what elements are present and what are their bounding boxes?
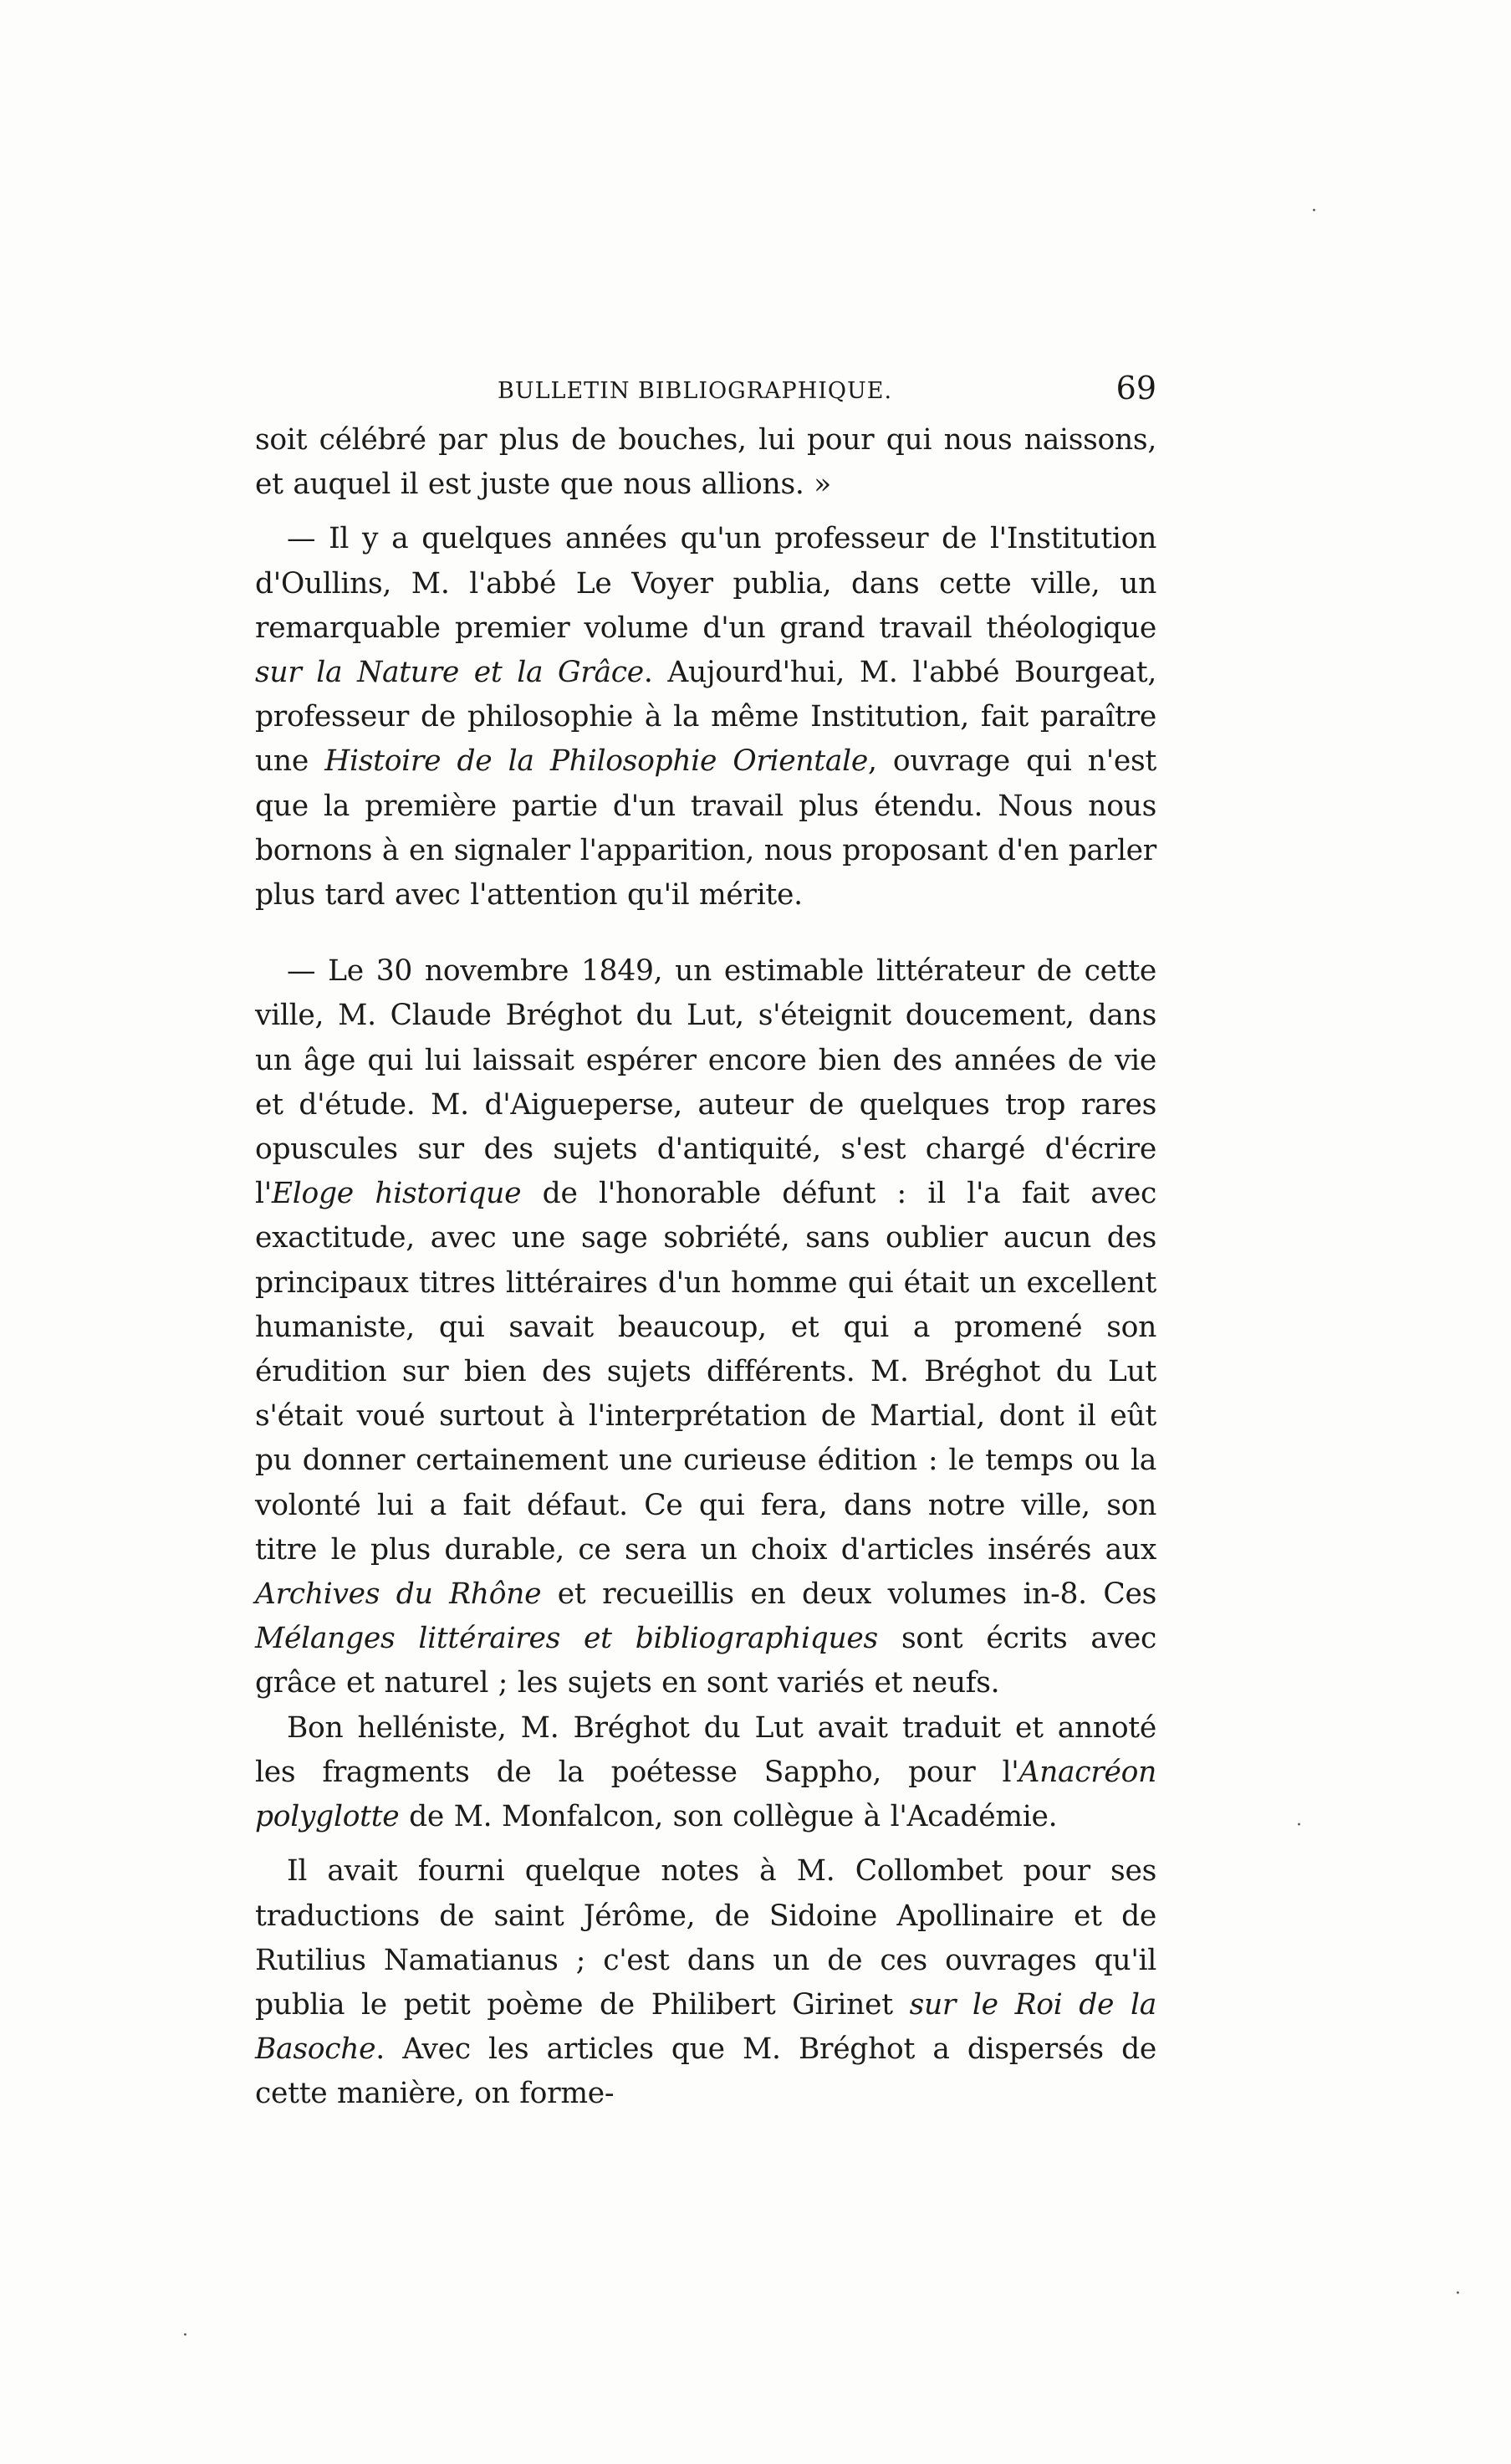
- scan-speck: ·: [182, 2325, 188, 2346]
- scan-speck: ·: [1311, 201, 1317, 222]
- paragraph-helleniste: [255, 1706, 1156, 1840]
- text-run: soit célébré par plus de bouches, lui pour qui nous naissons, et auquel il est juste que nous allions. »: [255, 423, 1156, 502]
- italic-title: sur la Nature et la Grâce: [255, 656, 644, 690]
- text-run: sont écrits avec grâce et naturel ; les sujets en sont variés et neufs.: [255, 1622, 1156, 1700]
- text-run: . Aujourd'hui, M. l'abbé Bourgeat, professeur de philosophie à la même Institution, fait paraître une: [255, 656, 1157, 779]
- italic-title: Eloge historique: [271, 1177, 522, 1211]
- text-run: Bon helléniste, M. Bréghot du Lut avait traduit et annoté les fragments de la poétesse Sappho, pour l': [255, 1710, 1156, 1789]
- text-run: , ouvrage qui n'est que la première partie d'un travail plus étendu. Nous nous bornons à en signaler l'apparition, nous proposant d'en parler plus tard avec l'attention qu'il mérite.: [255, 744, 1156, 912]
- paragraph-collombet: [255, 1849, 1156, 2116]
- paragraph-breghot: [255, 949, 1156, 1705]
- page-header: [255, 368, 1156, 418]
- italic-title: sur le Roi de la Basoche: [255, 1987, 1156, 2067]
- paragraph-continuation: [255, 418, 1156, 507]
- text-run: et recueillis en deux volumes in-8. Ces: [541, 1577, 1156, 1612]
- body-text: [255, 418, 1156, 2117]
- text-run: de l'honorable défunt : il l'a fait avec exactitude, avec une sage sobriété, sans oublier aucun des principaux titres littéraires d'un homme qui était un excellent humaniste, qui savait beaucoup, et qui a promené son érudition sur bien des sujets différents. M. Bréghot du Lut s'était voué surtout à l'interprétation de Martial, dont il eût pu donner certainement une curieuse édition : le temps ou la volonté lui a fait défaut. Ce qui fera, dans notre ville, son titre le plus durable, ce sera un choix d'articles insérés aux: [255, 1177, 1156, 1567]
- italic-title: Mélanges littéraires et bibliographiques: [255, 1622, 878, 1656]
- italic-title: Archives du Rhône: [255, 1577, 542, 1612]
- text-run: — Le 30 novembre 1849, un estimable littérateur de cette ville, M. Claude Bréghot du Lut, s'éteignit doucement, dans un âge qui lui laissait espérer encore bien des années de vie et d'étude. M. d'Aigueperse, auteur de quelques trop rares opuscules sur des sujets d'antiquité, s'est chargé d'écrire l': [255, 954, 1156, 1211]
- italic-title: Anacréon polyglotte: [255, 1755, 1156, 1834]
- page-number: 69: [1115, 370, 1156, 406]
- scan-speck: ·: [1296, 1815, 1302, 1836]
- running-head: BULLETIN BIBLIOGRAPHIQUE.: [498, 378, 893, 404]
- italic-title: Histoire de la Philosophie Orientale: [324, 744, 868, 779]
- scan-speck: ·: [1455, 2283, 1461, 2304]
- paragraph-oullins: [255, 517, 1156, 918]
- text-run: Il avait fourni quelque notes à M. Collombet pour ses traductions de saint Jérôme, de Sidoine Apollinaire et de Rutilius Namatianus ; c'est dans un de ces ouvrages qu'il publia le petit poème de Philibert Girinet: [255, 1854, 1156, 2022]
- book-page: [255, 368, 1156, 2117]
- text-run: de M. Monfalcon, son collègue à l'Académie.: [399, 1800, 1058, 1834]
- text-run: . Avec les articles que M. Bréghot a dispersés de cette manière, on forme-: [255, 2032, 1156, 2111]
- text-run: — Il y a quelques années qu'un professeur de l'Institution d'Oullins, M. l'abbé Le Voyer publia, dans cette ville, un remarquable premier volume d'un grand travail théologique: [255, 522, 1156, 645]
